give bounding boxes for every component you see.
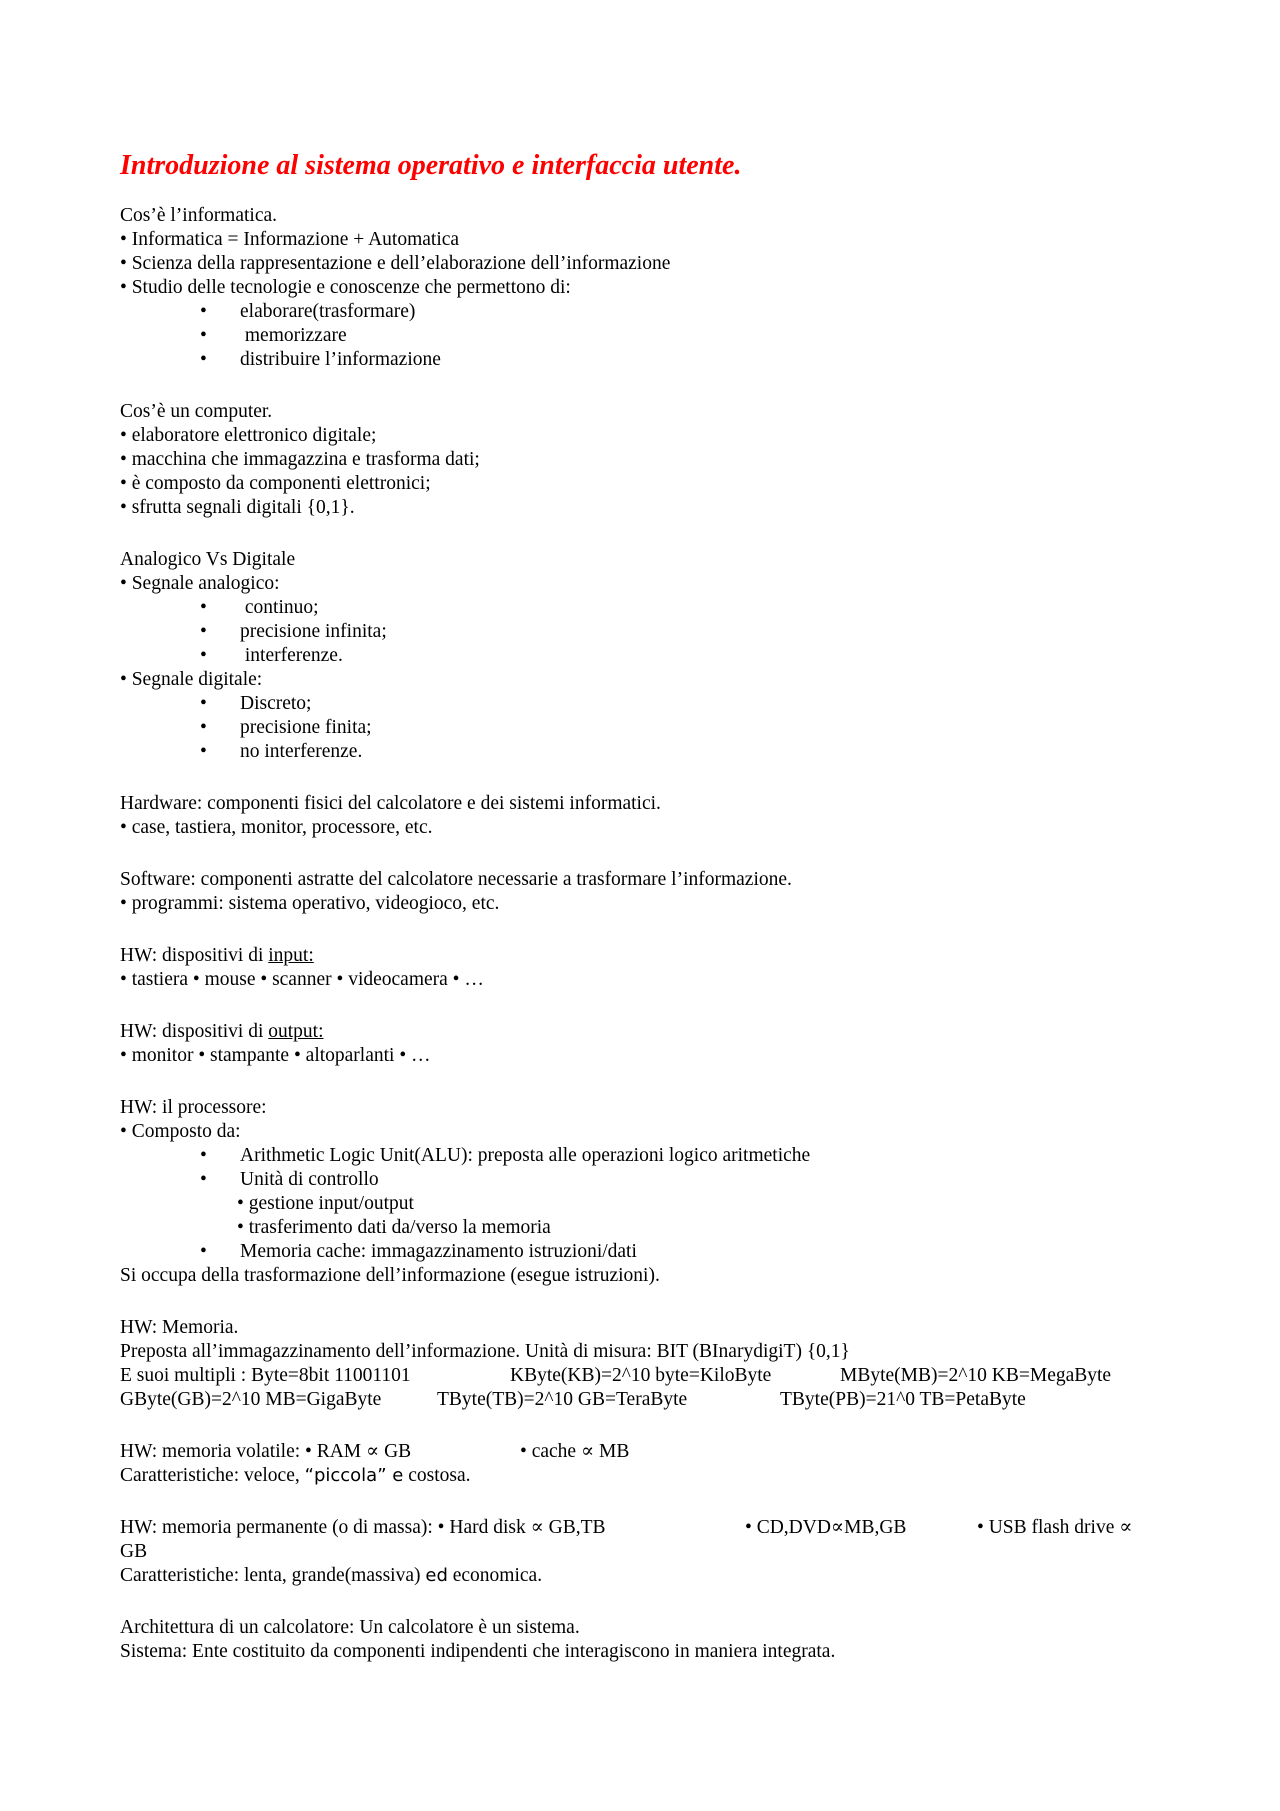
document-title: Introduzione al sistema operativo e interfaccia utente.: [120, 150, 742, 181]
list-item: • no interferenze.: [200, 741, 363, 762]
section-heading: Analogico Vs Digitale: [120, 549, 296, 570]
section-heading: HW: Memoria.: [120, 1317, 239, 1338]
text-line: • tastiera • mouse • scanner • videocamera • …: [120, 969, 484, 990]
text-line: • Composto da:: [120, 1121, 241, 1142]
list-item: • memorizzare: [200, 325, 347, 346]
list-item: • Discreto;: [200, 693, 312, 714]
input-link: input:: [268, 945, 314, 966]
section-heading: HW: dispositivi di input:: [120, 945, 314, 966]
list-item: • precisione infinita;: [200, 621, 387, 642]
text-line: • sfrutta segnali digitali {0,1}.: [120, 497, 355, 518]
text-line: • programmi: sistema operativo, videogioco, etc.: [120, 893, 500, 914]
text-line: • Segnale analogico:: [120, 573, 280, 594]
text-line: • Segnale digitale:: [120, 669, 263, 690]
text-line: • Scienza della rappresentazione e dell’elaborazione dell’informazione: [120, 253, 671, 274]
output-link: output:: [268, 1021, 324, 1042]
list-item: • precisione finita;: [200, 717, 372, 738]
text-line: Si occupa della trasformazione dell’informazione (esegue istruzioni).: [120, 1265, 660, 1286]
text-line: Preposta all’immagazzinamento dell’informazione. Unità di misura: BIT (BInarydigiT) {0,1}: [120, 1341, 850, 1362]
text-line: Sistema: Ente costituito da componenti indipendenti che interagiscono in maniera integrata.: [120, 1641, 836, 1662]
text-line: Architettura di un calcolatore: Un calcolatore è un sistema.: [120, 1617, 580, 1638]
section-heading: Cos’è un computer.: [120, 401, 273, 422]
section-heading: HW: dispositivi di output:: [120, 1021, 324, 1042]
list-item: • elaborare(trasformare): [200, 301, 416, 322]
section-heading: Software: componenti astratte del calcolatore necessarie a trasformare l’informazione.: [120, 869, 792, 890]
text-line: HW: memoria volatile: • RAM ∝ GB • cache ∝ MB: [120, 1441, 630, 1462]
list-item: • Unità di controllo: [200, 1169, 379, 1190]
text-line: • elaboratore elettronico digitale;: [120, 425, 377, 446]
text-line: • è composto da componenti elettronici;: [120, 473, 431, 494]
text-line: • monitor • stampante • altoparlanti • …: [120, 1045, 431, 1066]
text-line: Caratteristiche: veloce, “piccola” e costosa.: [120, 1465, 471, 1486]
document-page: [120, 150, 1180, 1664]
text-line: • macchina che immagazzina e trasforma dati;: [120, 449, 480, 470]
text-line: GByte(GB)=2^10 MB=GigaByte TByte(TB)=2^10 GB=TeraByte TByte(PB)=21^0 TB=PetaByte: [120, 1389, 1026, 1410]
sub-list-item: • gestione input/output: [237, 1193, 414, 1214]
text-line: • Studio delle tecnologie e conoscenze che permettono di:: [120, 277, 571, 298]
list-item: • Memoria cache: immagazzinamento istruzioni/dati: [200, 1241, 637, 1262]
list-item: • continuo;: [200, 597, 319, 618]
list-item: • interferenze.: [200, 645, 343, 666]
text-line: HW: memoria permanente (o di massa): • Hard disk ∝ GB,TB • CD,DVD∝MB,GB • USB flash drive ∝: [120, 1517, 1133, 1538]
text-line: GB: [120, 1541, 148, 1562]
list-item: • distribuire l’informazione: [200, 349, 441, 370]
list-item: • Arithmetic Logic Unit(ALU): preposta alle operazioni logico aritmetiche: [200, 1145, 811, 1166]
text-line: Caratteristiche: lenta, grande(massiva) ed economica.: [120, 1565, 543, 1586]
section-heading: Hardware: componenti fisici del calcolatore e dei sistemi informatici.: [120, 793, 661, 814]
text-line: E suoi multipli : Byte=8bit 11001101 KByte(KB)=2^10 byte=KiloByte MByte(MB)=2^10 KB=MegaByte: [120, 1365, 1112, 1386]
text-line: • case, tastiera, monitor, processore, etc.: [120, 817, 433, 838]
section-heading: Cos’è l’informatica.: [120, 205, 278, 226]
sub-list-item: • trasferimento dati da/verso la memoria: [237, 1217, 551, 1238]
text-line: • Informatica = Informazione + Automatica: [120, 229, 460, 250]
section-heading: HW: il processore:: [120, 1097, 267, 1118]
